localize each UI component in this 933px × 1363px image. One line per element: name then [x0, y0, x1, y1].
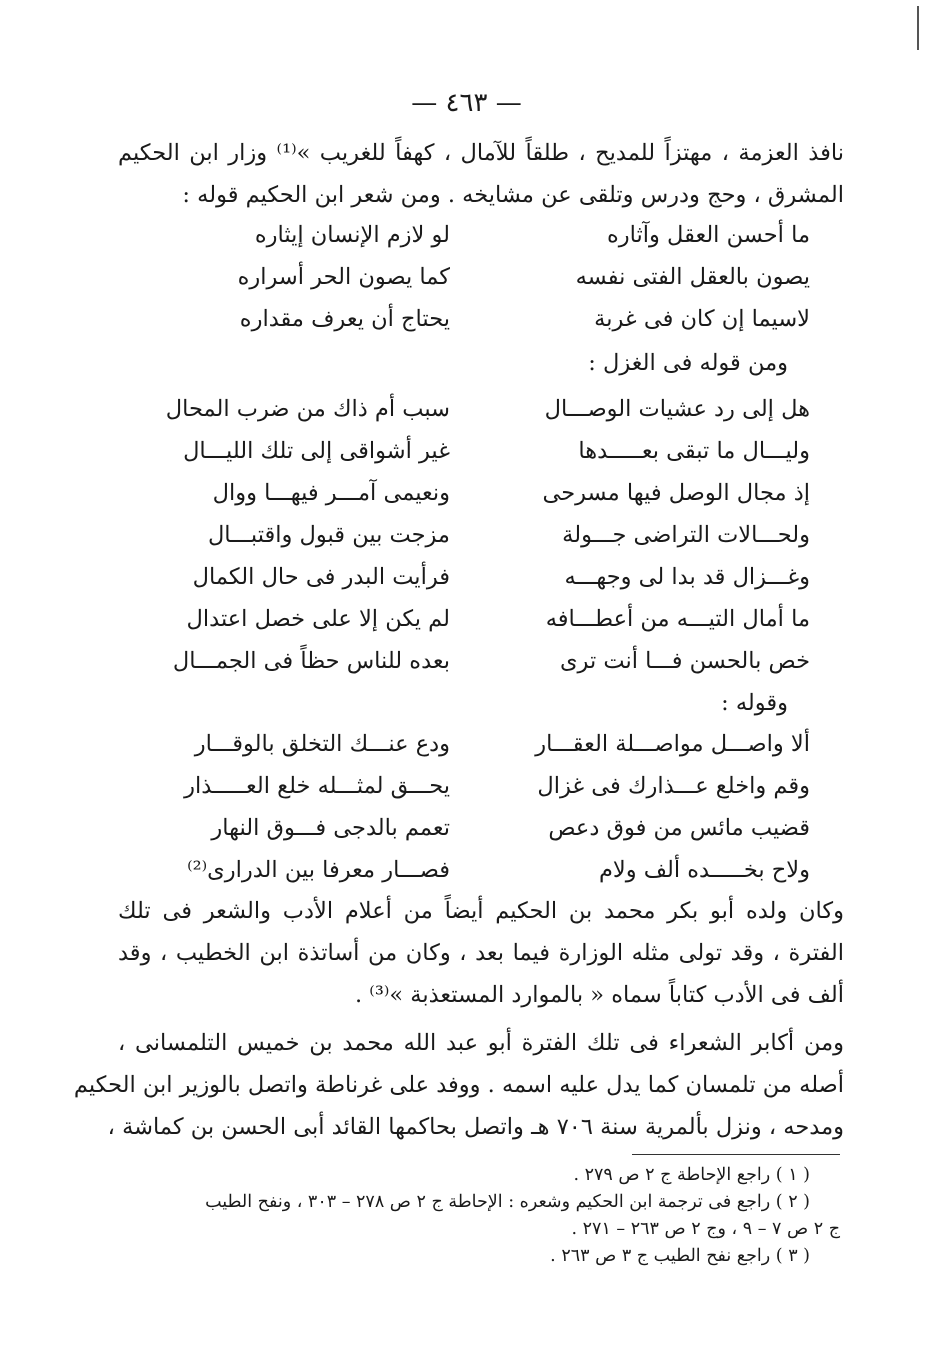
verse [150, 480, 810, 522]
margin-mark [917, 6, 919, 50]
text-line: أصله من تلمسان كما يدل عليه اسمه . ووفد على غرناطة واتصل بالوزير ابن الحكيم [73, 1072, 844, 1098]
verse-second-hemistich: مزجت بين قبول واقتبـــال [207, 522, 450, 548]
footnote: ( ١ ) راجع الإحاطة ج ٢ ص ٢٧٩ . [573, 1165, 810, 1185]
verse [150, 731, 810, 773]
verse-first-hemistich: وليـــال ما تبقى بعـــــدها [578, 438, 810, 464]
paragraph-intro [118, 132, 844, 216]
paragraph-ibn-khamis [73, 1022, 844, 1148]
text-line: ومدحه ، ونزل بألمرية سنة ٧٠٦ هـ واتصل بحاكمها القائد أبى الحسن بن كماشة ، [107, 1114, 844, 1140]
verse-second-hemistich: لم يكن إلا على خصل اعتدال [186, 606, 450, 632]
verse-second-hemistich: سبب أم ذاك من ضرب المحال [165, 396, 450, 422]
text-line: ألف فى الأدب كتاباً سماه « بالموارد المستعذبة »⁽³⁾ . [354, 982, 844, 1008]
verse-second-hemistich: تعمم بالدجى فـــوق النهار [211, 815, 450, 841]
verse [150, 606, 810, 648]
verse [150, 222, 810, 264]
section-label-qawluh: وقوله : [721, 690, 788, 716]
verse [150, 564, 810, 606]
paragraph-abu-bakr [118, 890, 844, 1016]
verse [150, 648, 810, 690]
verse-second-hemistich: غير أشواقى إلى تلك الليـــال [183, 438, 450, 464]
page-number: — ٤٦٣ — [411, 88, 522, 118]
verse-second-hemistich: لو لازم الإنسان إيثاره [254, 222, 450, 248]
verse [150, 264, 810, 306]
verse-first-hemistich: إذ مجال الوصل فيها مسرحى [542, 480, 810, 506]
verse-second-hemistich: ونعيمى آمـــر فيهـــا ووال [212, 480, 450, 506]
section-label-ghazal: ومن قوله فى الغزل : [588, 350, 788, 376]
verse-first-hemistich: ما أحسن العقل وآثاره [607, 222, 810, 248]
footnote: ( ٣ ) راجع نفح الطيب ج ٣ ص ٢٦٣ . [550, 1246, 810, 1266]
poem-wisdom [150, 222, 810, 348]
footnote: ( ٢ ) راجع فى ترجمة ابن الحكيم وشعره : الإحاطة ج ٢ ص ٢٧٨ – ٣٠٣ ، ونفح الطيب [205, 1192, 810, 1212]
text-line: نافذ العزمة ، مهتزاً للمديح ، طلقاً للآمال ، كهفاً للغريب »⁽¹⁾ وزار ابن الحكيم [118, 140, 844, 166]
verse-first-hemistich: ألا واصـــل مواصـــلة العقـــار [535, 731, 810, 757]
text-line: ومن أكابر الشعراء فى تلك الفترة أبو عبد الله محمد بن خميس التلمسانى ، [118, 1030, 844, 1056]
poem-ghazal [150, 396, 810, 690]
verse-first-hemistich: خص بالحسن فـــا أنت ترى [559, 648, 810, 674]
verse-first-hemistich: يصون بالعقل الفتى نفسه [575, 264, 810, 290]
verse-first-hemistich: ولاح بخـــــده ألف ولام [598, 857, 810, 883]
verse-second-hemistich: فصـــار معرفا بين الدرارى⁽²⁾ [187, 857, 450, 883]
verse-second-hemistich: فرأيت البدر فى حال الكمال [192, 564, 450, 590]
verse [150, 438, 810, 480]
verse [150, 815, 810, 857]
verse-first-hemistich: وقم واخلع عـــذارك فى غزال [537, 773, 810, 799]
verse-first-hemistich: هل إلى رد عشيات الوصـــال [544, 396, 810, 422]
footnotes [120, 1162, 840, 1270]
footnote-continuation: ج ٢ ص ٧ – ٩ ، وج ٢ ص ٢٦٣ – ٢٧١ . [571, 1219, 840, 1239]
poem-wine [150, 731, 810, 899]
verse-first-hemistich: ولحـــالات التراضى جـــولة [562, 522, 810, 548]
verse-first-hemistich: ما أمال التيـــه من أعطـــافه [545, 606, 810, 632]
verse-second-hemistich: يحـــق لمثـــله خلع العـــــذار [184, 773, 450, 799]
verse-second-hemistich: يحتاج أن يعرف مقداره [239, 306, 450, 332]
verse [150, 773, 810, 815]
text-line: المشرق ، وحج ودرس وتلقى عن مشايخه . ومن شعر ابن الحكيم قوله : [182, 182, 844, 208]
verse-first-hemistich: وغـــزال قد بدا لى وجهـــه [564, 564, 810, 590]
verse-second-hemistich: بعده للناس حظاً فى الجمـــال [172, 648, 450, 674]
verse-first-hemistich: قضيب مائس من فوق دعص [548, 815, 810, 841]
verse [150, 522, 810, 564]
verse-second-hemistich: ودع عنـــك التخلق بالوقـــار [194, 731, 450, 757]
text-line: الفترة ، وقد تولى مثله الوزارة فيما بعد ، وكان من أساتذة ابن الخطيب ، وقد [118, 940, 844, 966]
verse [150, 396, 810, 438]
verse-second-hemistich: كما يصون الحر أسراره [237, 264, 450, 290]
text-line: وكان ولده أبو بكر محمد بن الحكيم أيضاً من أعلام الأدب والشعر فى تلك [118, 898, 844, 924]
verse-first-hemistich: لاسيما إن كان فى غربة [594, 306, 810, 332]
footnote-separator [632, 1154, 840, 1155]
verse [150, 306, 810, 348]
